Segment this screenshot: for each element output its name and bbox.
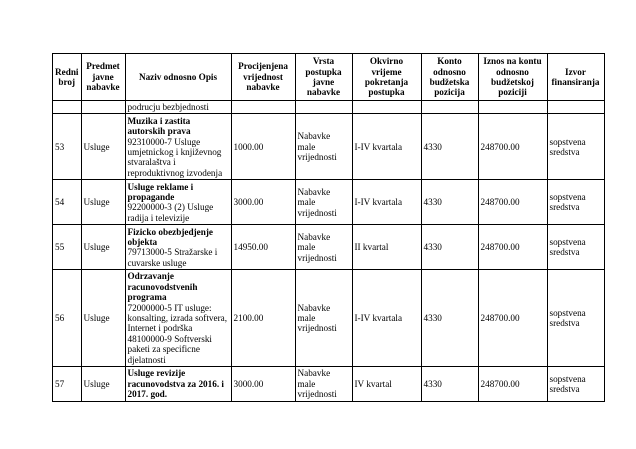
row-procedure: Nabavke male vrijednosti — [295, 225, 352, 270]
continuation-text: podrucju bezbjednosti — [125, 101, 231, 114]
table-row — [53, 114, 605, 180]
header-vrsta-postupka: Vrsta postupka javne nabavke — [295, 54, 352, 101]
row-value: 3000.00 — [231, 180, 295, 225]
row-amount: 248700.00 — [478, 225, 547, 270]
header-iznos: Iznos na kontu odnosno budžetskoj poziciji — [478, 54, 547, 101]
row-timeframe: II kvartal — [352, 225, 421, 270]
continuation-row — [53, 101, 605, 114]
row-description-title: Fizicko obezbjedjenje objekta — [127, 226, 213, 247]
row-description-title: Muzika i zastita autorskih prava — [127, 115, 191, 137]
row-konto: 4330 — [421, 114, 478, 180]
row-procedure: Nabavke male vrijednosti — [295, 180, 352, 225]
row-subject: Usluge — [81, 180, 125, 225]
row-number: 56 — [53, 270, 82, 367]
table-row — [53, 367, 605, 402]
header-naziv-opis: Naziv odnosno Opis — [125, 54, 231, 101]
row-description-title: Usluge revizije racunovodstva za 2016. i 2017. god. — [127, 368, 224, 400]
header-konto: Konto odnosno budžetska pozicija — [421, 54, 478, 101]
row-konto: 4330 — [421, 225, 478, 270]
row-number: 57 — [53, 367, 82, 402]
row-description — [125, 180, 231, 225]
header-vrijednost: Procijenjena vrijednost nabavke — [231, 54, 295, 101]
row-description — [125, 367, 231, 402]
row-number: 53 — [53, 114, 82, 180]
row-timeframe: IV kvartal — [352, 367, 421, 402]
row-source: sopstvena sredstva — [547, 114, 604, 180]
row-konto: 4330 — [421, 270, 478, 367]
row-timeframe: I-IV kvartala — [352, 180, 421, 225]
row-amount: 248700.00 — [478, 180, 547, 225]
header-redni-broj: Redni broj — [53, 54, 82, 101]
row-timeframe: I-IV kvartala — [352, 114, 421, 180]
row-subject: Usluge — [81, 114, 125, 180]
row-source: sopstvena sredstva — [547, 367, 604, 402]
row-subject: Usluge — [81, 225, 125, 270]
header-izvor: Izvor finansiranja — [547, 54, 604, 101]
row-subject: Usluge — [81, 367, 125, 402]
header-row — [53, 54, 605, 101]
header-okvirno-vrijeme: Okvirno vrijeme pokretanja postupka — [352, 54, 421, 101]
row-description-body: 79713000-5 Stražarske i cuvarske usluge — [127, 247, 218, 268]
row-subject: Usluge — [81, 270, 125, 367]
table-row — [53, 180, 605, 225]
row-description-body: 72000000-5 IT usluge: konsalting, izrada softvera, Internet i podrška 48100000-9 Softverski paketi za specificne djelatnosti — [127, 302, 227, 365]
row-description-title: Usluge reklame i propagande — [127, 181, 194, 202]
row-amount: 248700.00 — [478, 270, 547, 367]
row-source: sopstvena sredstva — [547, 225, 604, 270]
row-source: sopstvena sredstva — [547, 270, 604, 367]
row-value: 2100.00 — [231, 270, 295, 367]
row-value: 1000.00 — [231, 114, 295, 180]
row-konto: 4330 — [421, 367, 478, 402]
row-description — [125, 114, 231, 180]
row-procedure: Nabavke male vrijednosti — [295, 114, 352, 180]
procurement-plan-page — [52, 53, 605, 402]
row-value: 3000.00 — [231, 367, 295, 402]
row-source: sopstvena sredstva — [547, 180, 604, 225]
table-row — [53, 225, 605, 270]
row-description-body: 92200000-3 (2) Usluge radija i televizije — [127, 202, 214, 223]
header-predmet: Predmet javne nabavke — [81, 54, 125, 101]
row-amount: 248700.00 — [478, 367, 547, 402]
row-description — [125, 270, 231, 367]
procurement-plan-table — [52, 53, 605, 402]
row-procedure: Nabavke male vrijednosti — [295, 270, 352, 367]
row-timeframe: I-IV kvartala — [352, 270, 421, 367]
row-description — [125, 225, 231, 270]
table-row — [53, 270, 605, 367]
row-description-title: Odrzavanje racunovodstvenih programa — [127, 271, 198, 303]
row-number: 55 — [53, 225, 82, 270]
row-description-body: 92310000-7 Usluge umjetnickog i književnog stvaralaštva i reproduktivnog izvodenja — [127, 136, 223, 178]
row-amount: 248700.00 — [478, 114, 547, 180]
row-number: 54 — [53, 180, 82, 225]
row-value: 14950.00 — [231, 225, 295, 270]
row-procedure: Nabavke male vrijednosti — [295, 367, 352, 402]
row-konto: 4330 — [421, 180, 478, 225]
